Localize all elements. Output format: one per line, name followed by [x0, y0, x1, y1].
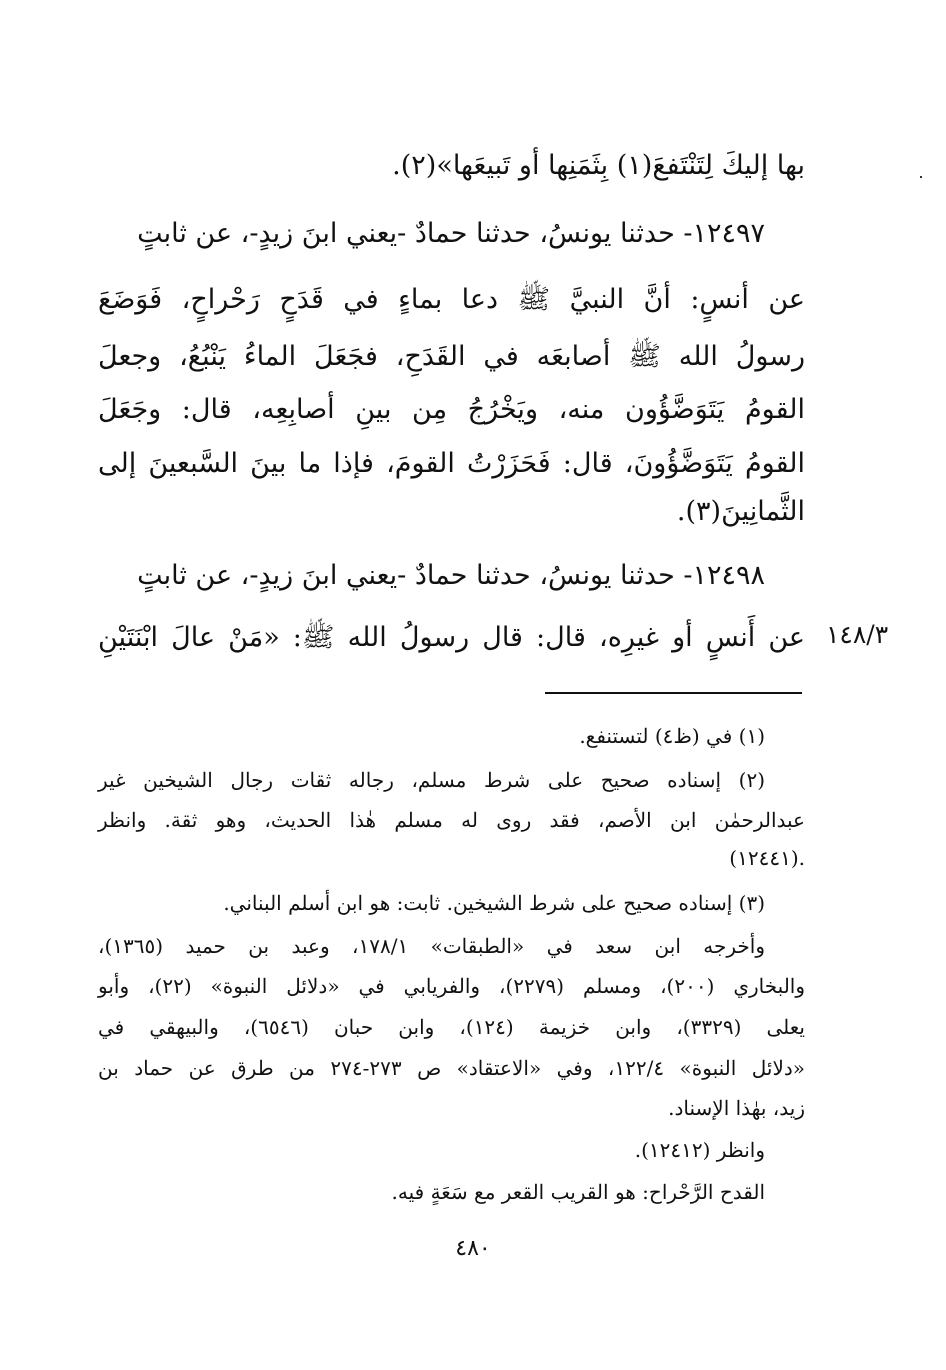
footnote-2-line-2: عبدالرحمٰن ابن الأصم، فقد روى له مسلم هٰذا الحديث، وهو ثقة. وانظر [98, 808, 805, 832]
footnote-3-line-6: زيد، بهٰذا الإسناد. [668, 1096, 805, 1120]
footnote-3-line-1: (٣) إسناده صحيح على شرط الشيخين. ثابت: هو ابن أسلم البناني. [223, 891, 765, 915]
footnote-separator [545, 692, 802, 694]
main-line-5: القومُ يَتَوَضَّؤُون منه، ويَخْرُجُ مِن بينِ أصابِعِه، قال: وجَعَلَ [98, 394, 805, 425]
footnote-1: (١) في (ظ٤) لتستنفع. [579, 724, 765, 748]
margin-reference: ١٤٨/٣ [826, 620, 889, 649]
main-line-9: عن أَنسٍ أو غيرِه، قال: قال رسولُ الله ﷺ: «مَنْ عالَ ابْنَتَيْنِ [98, 622, 805, 653]
footnote-3-line-8: القدح الرَّحْراح: هو القريب القعر مع سَعَةٍ فيه. [391, 1180, 765, 1204]
main-line-7: الثَّمانِينَ(٣). [676, 496, 805, 527]
footnote-3-line-2: وأخرجه ابن سعد في «الطبقات» ١٧٨/١، وعبد بن حميد (١٣٦٥)، [98, 934, 766, 958]
footnote-3-line-5: «دلائل النبوة» ١٢٢/٤، وفي «الاعتقاد» ص ٢٧٣-٢٧٤ من طرق عن حماد بن [98, 1056, 805, 1080]
hadith-12497-header: ١٢٤٩٧- حدثنا يونسُ، حدثنا حمادٌ -يعني ابنَ زيدٍ-، عن ثابتٍ [137, 218, 765, 249]
footnote-2-line-3: (١٢٤٤١). [729, 846, 805, 870]
main-line-3: عن أنسٍ: أنَّ النبيَّ ﷺ دعا بماءٍ في قَدَحٍ رَحْراحٍ، فَوَضَعَ [98, 284, 805, 315]
main-line-1: بها إليكَ لِتَنْتَفعَ(١) بِثَمَنِها أو تَبيعَها»(٢). [392, 150, 805, 181]
footnote-3-line-3: والبخاري (٢٠٠)، ومسلم (٢٢٧٩)، والفريابي في «دلائل النبوة» (٢٢)، وأبو [98, 974, 806, 998]
footnote-2-line-1: (٢) إسناده صحيح على شرط مسلم، رجاله ثقات رجال الشيخين غير [98, 768, 765, 792]
main-line-4: رسولُ الله ﷺ أصابعَه في القَدَحِ، فجَعَلَ الماءُ يَنْبُعُ، وجعلَ [98, 341, 805, 372]
scan-mark [920, 176, 922, 178]
footnote-3-line-7: وانظر (١٢٤١٢). [634, 1138, 765, 1162]
main-line-6: القومُ يَتَوَضَّؤُونَ، قال: فَحَزَرْتُ القومَ، فإذا ما بينَ السَّبعينَ إلى [98, 448, 805, 479]
footnote-3-line-4: يعلى (٣٣٢٩)، وابن خزيمة (١٢٤)، وابن حبان (٦٥٤٦)، والبيهقي في [98, 1015, 805, 1039]
page-number: ٤٨٠ [455, 1236, 491, 1261]
hadith-12498-header: ١٢٤٩٨- حدثنا يونسُ، حدثنا حمادٌ -يعني ابنَ زيدٍ-، عن ثابتٍ [137, 560, 765, 591]
